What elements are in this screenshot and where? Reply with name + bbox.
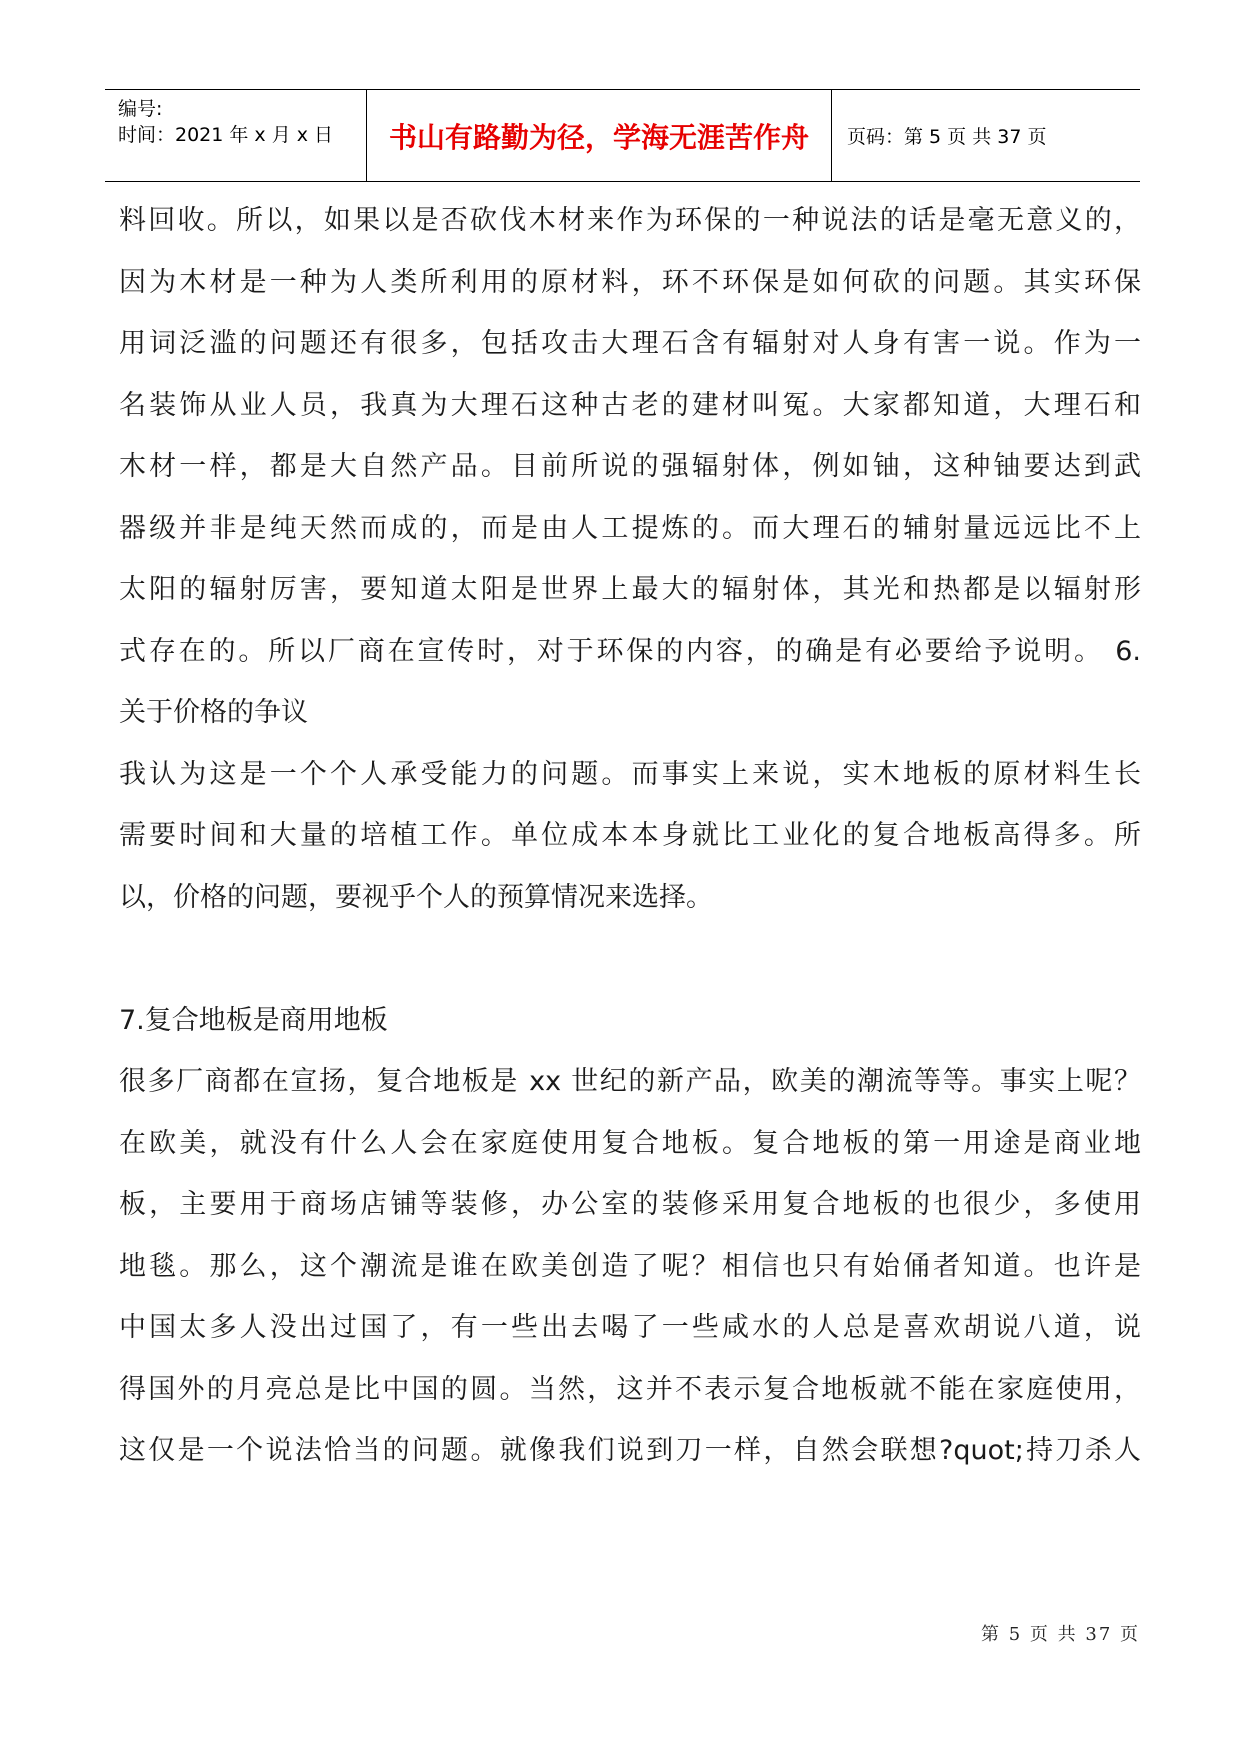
body-line: 因为木材是一种为人类所利用的原材料，环不环保是如何砍的问题。其实环保 — [119, 266, 1141, 298]
document-body — [119, 190, 1141, 1482]
body-line: 以，价格的问题，要视乎个人的预算情况来选择。 — [119, 881, 713, 913]
body-line: 木材一样，都是大自然产品。目前所说的强辐射体，例如铀，这种铀要达到武 — [119, 451, 1141, 482]
body-line: 器级并非是纯天然而成的，而是由人工提炼的。而大理石的辅射量远远比不上 — [119, 512, 1141, 544]
header-motto: 书山有路勤为径，学海无涯苦作舟 — [388, 120, 809, 154]
body-line: 式存在的。所以厂商在宣传时，对于环保的内容，的确是有必要给予说明。 6. — [119, 635, 1141, 667]
body-line: 太阳的辐射厉害，要知道太阳是世界上最大的辐射体，其光和热都是以辐射形 — [119, 574, 1141, 605]
body-line: 这仅是一个说法恰当的问题。就像我们说到刀一样，自然会联想?quot;持刀杀人 — [119, 1435, 1141, 1466]
footer-page-number: 第 5 页 共 37 页 — [981, 1624, 1140, 1645]
body-line: 板，主要用于商场店铺等装修，办公室的装修采用复合地板的也很少，多使用 — [119, 1189, 1141, 1220]
section-heading: 7.复合地板是商用地板 — [119, 1004, 388, 1036]
body-line: 很多厂商都在宣扬，复合地板是 xx 世纪的新产品，欧美的潮流等等。事实上呢？ — [119, 1066, 1141, 1097]
header-page-cell — [832, 90, 1140, 181]
body-line: 用词泛滥的问题还有很多，包括攻击大理石含有辐射对人身有害一说。作为一 — [119, 328, 1141, 359]
body-line: 我认为这是一个个人承受能力的问题。而事实上来说，实木地板的原材料生长 — [119, 758, 1141, 790]
body-line: 需要时间和大量的培植工作。单位成本本身就比工业化的复合地板高得多。所 — [119, 820, 1141, 851]
document-time-label: 时间：2021 年 x 月 x 日 — [118, 124, 334, 146]
header-motto-cell — [367, 90, 832, 181]
body-line: 名装饰从业人员，我真为大理石这种古老的建材叫冤。大家都知道，大理石和 — [119, 389, 1141, 421]
body-line: 地毯。那么，这个潮流是谁在欧美创造了呢？相信也只有始俑者知道。也许是 — [119, 1250, 1141, 1282]
body-line: 得国外的月亮总是比中国的圆。当然，这并不表示复合地板就不能在家庭使用， — [119, 1373, 1141, 1405]
paragraph-gap — [119, 928, 1141, 990]
header-page-number: 页码：第 5 页 共 37 页 — [847, 126, 1047, 148]
page-footer — [940, 1620, 1140, 1646]
page-header — [105, 89, 1140, 182]
body-line: 中国太多人没出过国了，有一些出去喝了一些咸水的人总是喜欢胡说八道，说 — [119, 1312, 1141, 1343]
body-line: 在欧美，就没有什么人会在家庭使用复合地板。复合地板的第一用途是商业地 — [119, 1127, 1141, 1159]
document-number-label: 编号: — [118, 98, 163, 120]
section-heading: 关于价格的争议 — [119, 697, 308, 728]
body-line: 料回收。所以，如果以是否砍伐木材来作为环保的一种说法的话是毫无意义的， — [119, 205, 1141, 236]
header-meta-cell — [105, 90, 367, 181]
